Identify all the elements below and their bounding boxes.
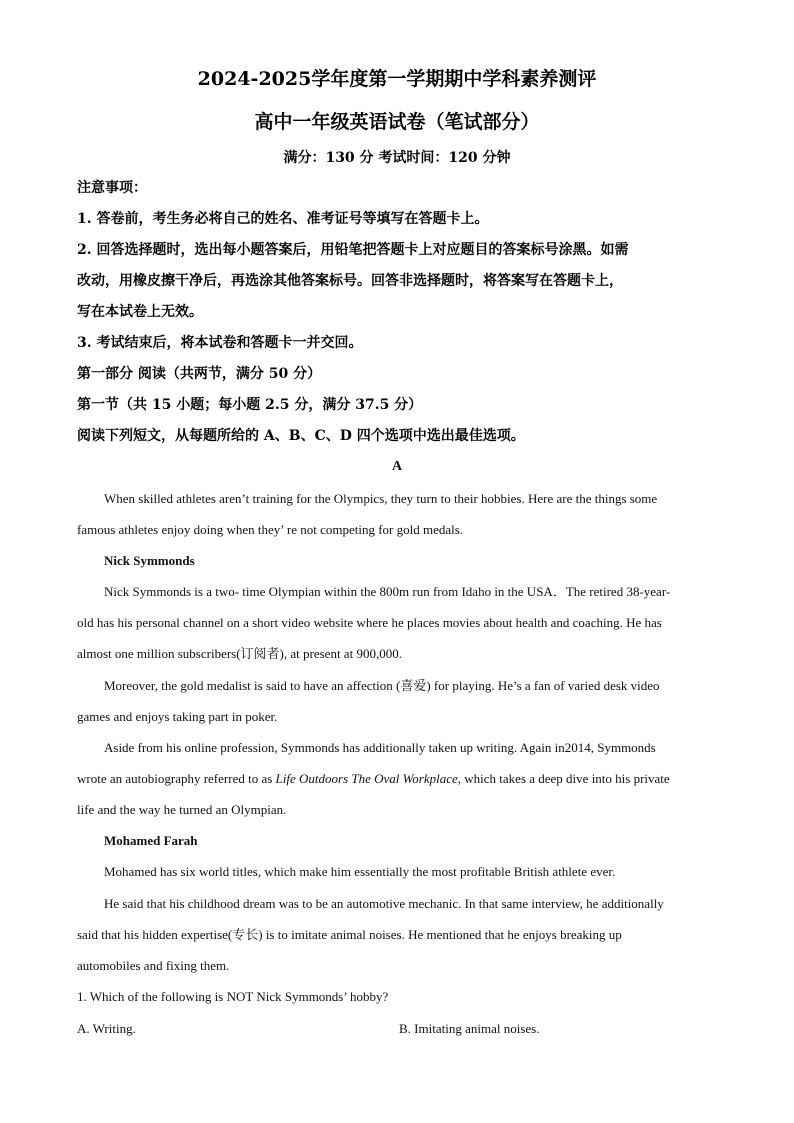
- notice-item-2-line-2: 改动，用橡皮擦干净后，再选涂其他答案标号。回答非选择题时，将答案写在答题卡上，: [77, 273, 623, 289]
- athlete-name-mohamed-farah: Mohamed Farah: [104, 833, 198, 848]
- paragraph-1-line-1: Nick Symmonds is a two- time Olympian within the 800m run from Idaho in the USA．The retired 38-year-: [104, 584, 671, 599]
- question-1-option-a: A. Writing.: [77, 1021, 136, 1036]
- question-1: 1. Which of the following is NOT Nick Symmonds’ hobby?: [77, 989, 389, 1004]
- paragraph-3-line-2-end: , which takes a deep dive into his private: [457, 771, 670, 786]
- notice-item-2-line-1: 2. 回答选择题时，选出每小题答案后，用铅笔把答题卡上对应题目的答案标号涂黑。如需: [77, 242, 629, 258]
- notice-item-1: 1. 答卷前，考生务必将自己的姓名、准考证号等填写在答题卡上。: [77, 211, 489, 227]
- notice-heading: 注意事项：: [77, 180, 147, 196]
- paragraph-5-line-2: said that his hidden expertise(专长) is to imitate animal noises. He mentioned that he enjoys breaking up: [77, 927, 622, 942]
- notice-item-2-line-3: 写在本试卷上无效。: [77, 304, 203, 320]
- paragraph-1-line-2: old has his personal channel on a short video website where he places movies about health and coaching. He has: [77, 615, 662, 630]
- section-heading: 第一节（共 15 小题；每小题 2.5 分，满分 37.5 分）: [77, 397, 423, 413]
- paragraph-1-line-3: almost one million subscribers(订阅者), at present at 900,000.: [77, 646, 402, 661]
- paragraph-5-line-3: automobiles and fixing them.: [77, 958, 230, 973]
- paragraph-2-line-1: Moreover, the gold medalist is said to have an affection (喜爱) for playing. He’s a fan of varied desk video: [104, 678, 660, 693]
- book-title: Life Outdoors The Oval Workplace: [275, 771, 458, 786]
- paragraph-3-line-2: [77, 770, 670, 788]
- paragraph-3-line-1: Aside from his online profession, Symmonds has additionally taken up writing. Again in2014, Symmonds: [104, 740, 656, 755]
- reading-instruction: 阅读下列短文，从每题所给的 A、B、C、D 四个选项中选出最佳选项。: [77, 428, 525, 444]
- part-heading: 第一部分 阅读（共两节，满分 50 分）: [77, 366, 322, 382]
- notice-item-3: 3. 考试结束后，将本试卷和答题卡一并交回。: [77, 335, 363, 351]
- passage-intro-line-2: famous athletes enjoy doing when they’ re not competing for gold medals.: [77, 522, 464, 537]
- paragraph-3-line-2-start: wrote an autobiography referred to as: [77, 771, 276, 786]
- paragraph-4-line-1: Mohamed has six world titles, which make him essentially the most profitable British athlete ever.: [104, 864, 616, 879]
- paragraph-5-line-1: He said that his childhood dream was to be an automotive mechanic. In that same interview, he additionally: [104, 896, 664, 911]
- question-1-option-b: B. Imitating animal noises.: [399, 1021, 540, 1036]
- exam-meta: 满分：130 分 考试时间：120 分钟: [283, 150, 511, 166]
- passage-intro-line-1: When skilled athletes aren’t training for the Olympics, they turn to their hobbies. Here are the things some: [104, 491, 658, 506]
- paragraph-2-line-2: games and enjoys taking part in poker.: [77, 709, 278, 724]
- exam-subtitle: 高中一年级英语试卷（笔试部分）: [254, 111, 540, 133]
- exam-title: 2024-2025学年度第一学期期中学科素养测评: [197, 68, 597, 90]
- passage-label: A: [391, 459, 403, 474]
- athlete-name-nick-symmonds: Nick Symmonds: [104, 553, 195, 568]
- paragraph-3-line-3: life and the way he turned an Olympian.: [77, 802, 287, 817]
